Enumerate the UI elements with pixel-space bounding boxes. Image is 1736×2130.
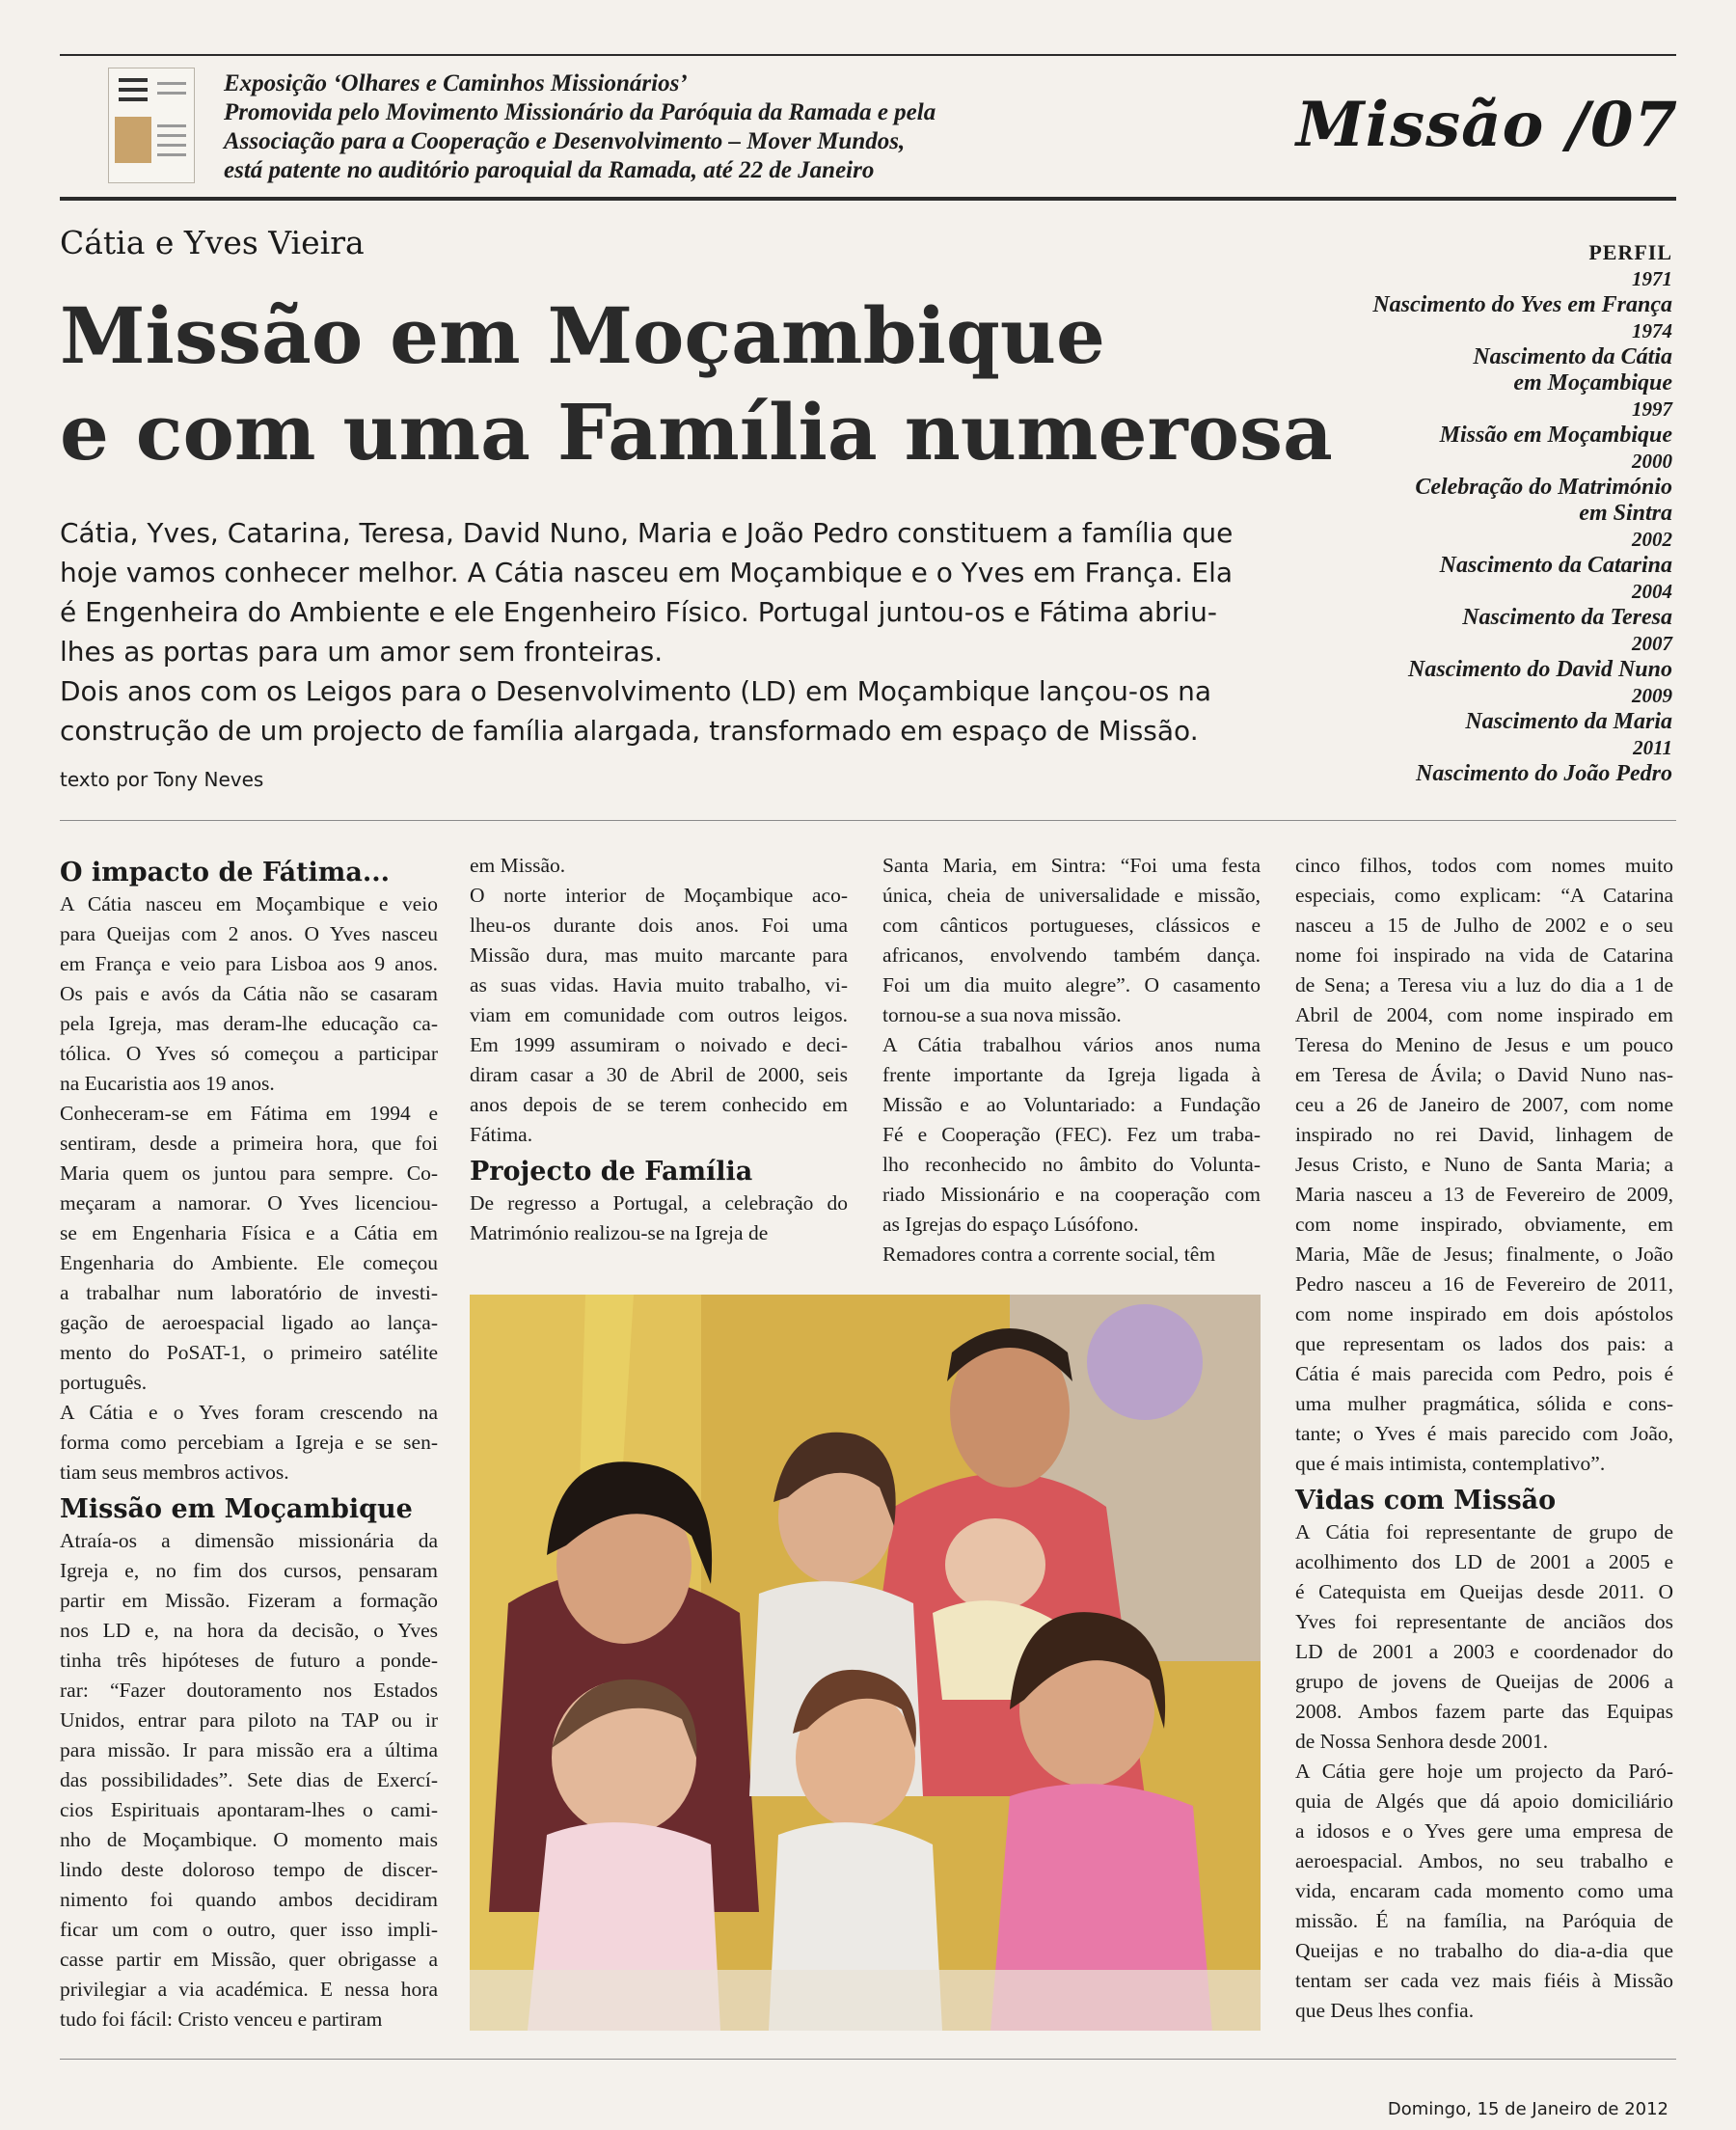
text-line: acolhimento dos LD de 2001 a 2005 e	[1295, 1550, 1673, 1573]
banner-line: Promovida pelo Movimento Missionário da Paróquia da Ramada e pela	[224, 99, 936, 125]
profile-event: Nascimento do Yves em França	[1372, 292, 1672, 317]
text-line: Conheceram-se em Fátima em 1994 e	[60, 1102, 438, 1125]
text-line: lho reconhecido no âmbito do Volunta-	[882, 1153, 1261, 1176]
text-line: tólica. O Yves só começou a participar	[60, 1042, 438, 1065]
text-line: grupo de jovens de Queijas de 2006 a	[1295, 1670, 1673, 1693]
profile-event: Nascimento da Catarina	[1439, 553, 1672, 578]
text-line: as Igrejas do espaço Lúsófono.	[882, 1213, 1139, 1236]
text-line: Santa Maria, em Sintra: “Foi uma festa	[882, 854, 1261, 877]
text-line: que é mais intimista, contemplativo”.	[1295, 1452, 1606, 1475]
text-line: as suas vidas. Havia muito trabalho, vi-	[470, 973, 848, 997]
text-line: 2008. Ambos fazem parte das Equipas	[1295, 1700, 1673, 1723]
text-line: Unidos, entrar para piloto na TAP ou ir	[60, 1708, 438, 1732]
paragraph	[882, 1030, 1261, 1240]
text-line: lindo deste doloroso tempo de discer-	[60, 1858, 438, 1881]
text-line: para missão. Ir para missão era a última	[60, 1738, 438, 1761]
text-line: Queijas e no trabalho do dia-a-dia que	[1295, 1939, 1673, 1962]
text-line: tiam seus membros activos.	[60, 1461, 289, 1484]
text-line: lheu-os durante dois anos. Foi uma	[470, 914, 848, 937]
text-line: diram casar a 30 de Abril de 2000, seis	[470, 1063, 848, 1086]
text-line: Atraía-os a dimensão missionária da	[60, 1529, 438, 1552]
column-3	[882, 851, 1261, 1270]
headline-line: e com uma Família numerosa	[60, 387, 1333, 478]
paragraph	[60, 889, 438, 1099]
paragraph	[1295, 1757, 1673, 2026]
text-line: na Eucaristia aos 19 anos.	[60, 1072, 275, 1095]
paragraph	[1295, 851, 1673, 1479]
text-line: A Cátia e o Yves foram crescendo na	[60, 1401, 438, 1424]
profile-year: 2000	[1632, 450, 1672, 473]
byline: texto por Tony Neves	[60, 768, 264, 791]
subheading: Missão em Moçambique	[60, 1494, 413, 1524]
text-line: Fátima.	[470, 1123, 533, 1146]
text-line: Igreja e, no fim dos cursos, pensaram	[60, 1559, 438, 1582]
text-line: pela Igreja, mas deram-lhe educação ca-	[60, 1012, 438, 1035]
text-line: Yves foi representante de anciãos dos	[1295, 1610, 1673, 1633]
text-line: se em Engenharia Física e a Cátia em	[60, 1221, 438, 1244]
text-line: sentiram, desde a primeira hora, que foi	[60, 1132, 438, 1155]
column-2	[470, 851, 848, 1248]
text-line: O norte interior de Moçambique aco-	[470, 884, 848, 907]
profile-event: Nascimento do David Nuno	[1407, 657, 1672, 682]
text-line: tinha três hipóteses de futuro a ponde-	[60, 1649, 438, 1672]
profile-year: 2009	[1632, 684, 1672, 707]
headline	[60, 287, 1333, 480]
text-line: nome foi inspirado na vida de Catarina	[1295, 943, 1673, 967]
subheading: Projecto de Família	[470, 1157, 753, 1187]
paragraph	[470, 881, 848, 1150]
text-line: tudo foi fácil: Cristo venceu e partiram	[60, 2007, 383, 2031]
profile-event: Nascimento da Teresa	[1462, 605, 1672, 630]
banner-line: Exposição ‘Olhares e Caminhos Missionários’	[224, 70, 688, 96]
headline-line: Missão em Moçambique	[60, 290, 1105, 381]
text-line: quia de Algés que dá apoio domiciliário	[1295, 1789, 1673, 1813]
family-photo	[470, 1295, 1261, 2031]
exhibition-thumbnail	[108, 68, 195, 183]
banner-bottom-rule	[60, 197, 1676, 201]
text-line: com nome inspirado, obviamente, em	[1295, 1213, 1673, 1236]
text-line: ceu a 26 de Janeiro de 2007, com nome	[1295, 1093, 1673, 1116]
text-line: de Nossa Senhora desde 2001.	[1295, 1730, 1549, 1753]
profile-year: 2002	[1632, 528, 1672, 551]
section-title: Missão /07	[1295, 89, 1678, 161]
paragraph	[470, 851, 848, 881]
paragraph	[60, 1398, 438, 1488]
profile-event: Missão em Moçambique	[1439, 423, 1672, 448]
text-line: tante; o Yves é mais parecido com João,	[1295, 1422, 1673, 1445]
text-line: Teresa do Menino de Jesus e um pouco	[1295, 1033, 1673, 1056]
text-line: nasceu a 15 de Julho de 2002 e o seu	[1295, 914, 1673, 937]
text-line: das possibilidades”. Sete dias de Exercí-	[60, 1768, 438, 1791]
text-line: Em 1999 assumiram o noivado e deci-	[470, 1033, 848, 1056]
text-line: única, cheia de universalidade e missão,	[882, 884, 1261, 907]
paragraph	[60, 1526, 438, 2034]
paragraph	[882, 851, 1261, 1030]
profile-year: 2004	[1632, 580, 1672, 603]
text-line: A Cátia trabalhou vários anos numa	[882, 1033, 1261, 1056]
column-4	[1295, 851, 1673, 2026]
profile-event: em Sintra	[1579, 501, 1672, 526]
lead-text: Cátia, Yves, Catarina, Teresa, David Nuno, Maria e João Pedro constituem a família que hoje vamos conhecer melhor. A Cátia nasceu em Moçambique e o Yves em França. Ela é Engenheira do Ambiente e ele Engenheiro Físico. Portugal juntou-os e Fátima abriu-lhes as portas para um amor sem fronteiras.	[60, 517, 1234, 668]
text-line: riado Missionário e na cooperação com	[882, 1183, 1261, 1206]
text-line: Maria nasceu a 13 de Fevereiro de 2009,	[1295, 1183, 1673, 1206]
subheading: Vidas com Missão	[1295, 1486, 1557, 1516]
text-line: a trabalhar num laboratório de investi-	[60, 1281, 438, 1304]
kicker: Cátia e Yves Vieira	[60, 224, 365, 261]
text-line: Missão dura, mas muito marcante para	[470, 943, 848, 967]
text-line: em Teresa de Ávila; o David Nuno nas-	[1295, 1063, 1673, 1086]
text-line: com nome inspirado em dois apóstolos	[1295, 1302, 1673, 1325]
banner-line: Associação para a Cooperação e Desenvolvimento – Mover Mundos,	[224, 128, 906, 154]
text-line: Cátia é mais parecida com Pedro, pois é	[1295, 1362, 1673, 1385]
profile-event: Celebração do Matrimónio	[1415, 475, 1672, 500]
lead-paragraph	[60, 513, 1256, 751]
text-line: Maria quem os juntou para sempre. Co-	[60, 1161, 438, 1185]
text-line: tornou-se a sua nova missão.	[882, 1003, 1122, 1026]
text-line: partir em Missão. Fizeram a formação	[60, 1589, 438, 1612]
text-line: mento do PoSAT-1, o primeiro satélite	[60, 1341, 438, 1364]
text-line: Foi um dia muito alegre”. O casamento	[882, 973, 1261, 997]
text-line: a idosos e o Yves gere uma empresa de	[1295, 1819, 1673, 1843]
paragraph	[470, 1188, 848, 1248]
text-line: que Deus lhes confia.	[1295, 1999, 1475, 2022]
column-1	[60, 851, 438, 2034]
text-line: africanos, envolvendo também dança.	[882, 943, 1261, 967]
text-line: anos depois de se terem conhecido em	[470, 1093, 848, 1116]
profile-year: 2011	[1633, 736, 1672, 759]
text-line: em Missão.	[470, 854, 566, 877]
text-line: uma mulher pragmática, sólida e cons-	[1295, 1392, 1673, 1415]
profile-event: Nascimento do João Pedro	[1416, 761, 1672, 786]
text-line: Maria, Mãe de Jesus; finalmente, o João	[1295, 1242, 1673, 1266]
text-line: nos LD e, na hora da decisão, o Yves	[60, 1619, 438, 1642]
text-line: de Sena; a Teresa viu a luz do dia a 1 de	[1295, 973, 1673, 997]
text-line: português.	[60, 1371, 148, 1394]
top-rule	[60, 54, 1676, 56]
text-line: é Catequista em Queijas desde 2011. O	[1295, 1580, 1673, 1603]
text-line: para Queijas com 2 anos. O Yves nasceu	[60, 922, 438, 945]
text-line: meçaram a namorar. O Yves licenciou-	[60, 1191, 438, 1215]
text-line: Matrimónio realizou-se na Igreja de	[470, 1221, 769, 1244]
profile-label: PERFIL	[1588, 240, 1672, 264]
text-line: viam em comunidade com outros leigos.	[470, 1003, 848, 1026]
paragraph	[882, 1240, 1261, 1270]
text-line: Missão e ao Voluntariado: a Fundação	[882, 1093, 1261, 1116]
text-line: Pedro nasceu a 16 de Fevereiro de 2011,	[1295, 1272, 1673, 1296]
text-line: Abril de 2004, com nome inspirado em	[1295, 1003, 1673, 1026]
text-line: em França e veio para Lisboa aos 9 anos.	[60, 952, 438, 975]
banner-line: está patente no auditório paroquial da Ramada, até 22 de Janeiro	[224, 157, 875, 183]
text-line: tentam ser cada vez mais fiéis à Missão	[1295, 1969, 1673, 1992]
text-line: nimento foi quando ambos decidiram	[60, 1888, 438, 1911]
profile-timeline	[1248, 239, 1672, 787]
paragraph	[1295, 1517, 1673, 1757]
text-line: cios Espirituais apontaram-lhes o cami-	[60, 1798, 438, 1821]
text-line: Engenharia do Ambiente. Ele começou	[60, 1251, 438, 1274]
text-line: gação de aeroespacial ligado ao lança-	[60, 1311, 438, 1334]
profile-year: 2007	[1632, 632, 1672, 655]
text-line: nho de Moçambique. O momento mais	[60, 1828, 438, 1851]
exhibition-banner	[224, 69, 1072, 185]
text-line: casse partir em Missão, quer obrigasse a	[60, 1948, 438, 1971]
text-line: A Cátia nasceu em Moçambique e veio	[60, 892, 438, 915]
text-line: cinco filhos, todos com nomes muito	[1295, 854, 1673, 877]
subheading: O impacto de Fátima...	[60, 858, 391, 888]
profile-event: Nascimento da Cátia	[1473, 344, 1672, 369]
page-date: Domingo, 15 de Janeiro de 2012	[1387, 2099, 1668, 2119]
text-line: que representam os lados dos pais: a	[1295, 1332, 1673, 1355]
text-line: missão. É na família, na Paróquia de	[1295, 1909, 1673, 1932]
text-line: Jesus Cristo, e Nuno de Santa Maria; a	[1295, 1153, 1673, 1176]
text-line: A Cátia foi representante de grupo de	[1295, 1520, 1673, 1543]
text-line: com cânticos portugueses, clássicos e	[882, 914, 1261, 937]
text-line: privilegiar a via académica. E nessa hora	[60, 1978, 438, 2001]
text-line: De regresso a Portugal, a celebração do	[470, 1191, 848, 1215]
text-line: Remadores contra a corrente social, têm	[882, 1242, 1216, 1266]
text-line: A Cátia gere hoje um projecto da Paró-	[1295, 1760, 1673, 1783]
family-photo-illustration	[470, 1295, 1261, 2031]
text-line: inspirado no rei David, linhagem de	[1295, 1123, 1673, 1146]
text-line: especiais, como explicam: “A Catarina	[1295, 884, 1673, 907]
profile-year: 1971	[1632, 267, 1672, 290]
text-line: aeroespacial. Ambos, no seu trabalho e	[1295, 1849, 1673, 1872]
profile-year: 1997	[1632, 397, 1672, 421]
text-line: ficar um com o outro, quer isso impli-	[60, 1918, 438, 1941]
text-line: frente importante da Igreja ligada à	[882, 1063, 1261, 1086]
text-line: Fé e Cooperação (FEC). Fez um traba-	[882, 1123, 1261, 1146]
profile-year: 1974	[1632, 319, 1672, 342]
text-line: rar: “Fazer doutoramento nos Estados	[60, 1679, 438, 1702]
lead-text: Dois anos com os Leigos para o Desenvolvimento (LD) em Moçambique lançou-os na construção de um projecto de família alargada, transformado em espaço de Missão.	[60, 675, 1212, 747]
text-line: Os pais e avós da Cátia não se casaram	[60, 982, 438, 1005]
text-line: vida, encaram cada momento como uma	[1295, 1879, 1673, 1902]
footer-rule	[60, 2059, 1676, 2060]
text-line: LD de 2001 a 2003 e coordenador do	[1295, 1640, 1673, 1663]
article-divider	[60, 820, 1676, 821]
profile-event: Nascimento da Maria	[1465, 709, 1672, 734]
text-line: forma como percebiam a Igreja e se sen-	[60, 1431, 438, 1454]
profile-event: em Moçambique	[1513, 370, 1672, 396]
paragraph	[60, 1099, 438, 1398]
